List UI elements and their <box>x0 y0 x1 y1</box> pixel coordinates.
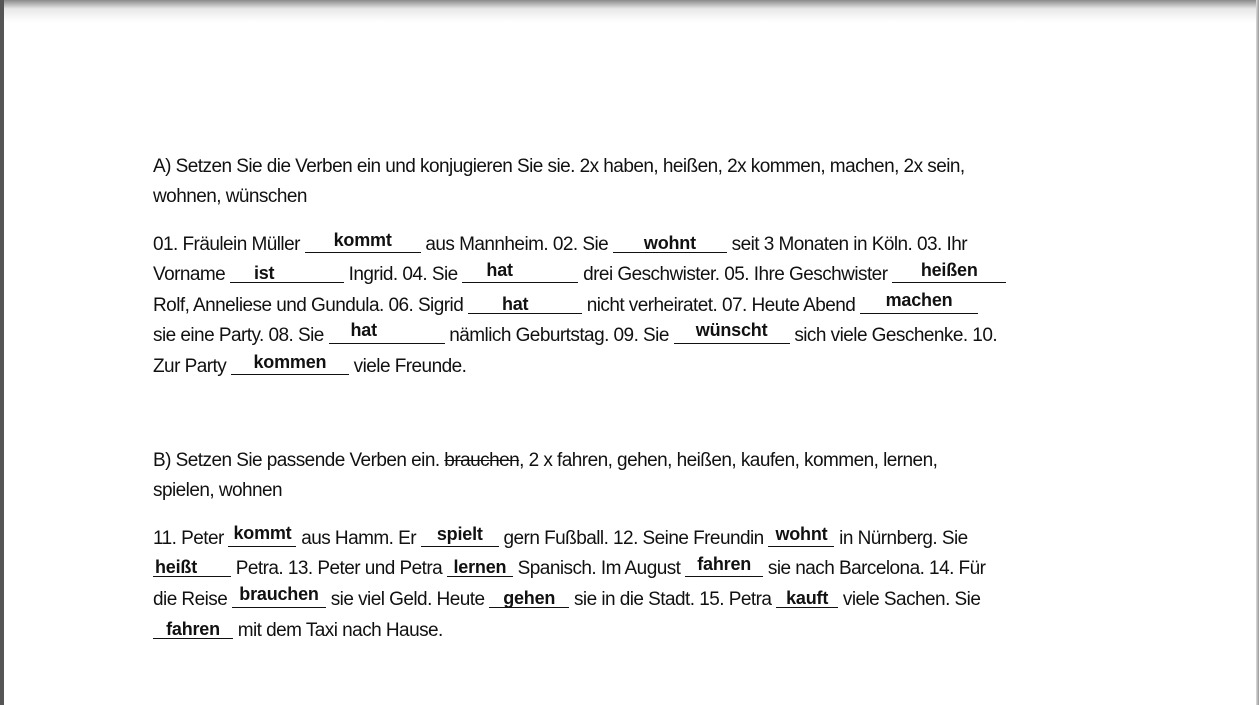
answer-text: spielt <box>436 524 483 544</box>
answer-text: fahren <box>166 619 220 639</box>
answer-blank[interactable] <box>892 260 1006 283</box>
answer-text: heißen <box>920 260 978 280</box>
answer-text: hat <box>486 260 513 280</box>
answer-blank[interactable] <box>447 557 513 577</box>
answer-text: ist <box>253 263 275 283</box>
exercise-line: Rolf, Anneliese und Gundula. 06. Sigrid hat nicht verheiratet. 07. Heute Abend machen <box>153 293 978 319</box>
answer-blank[interactable] <box>228 523 296 547</box>
answer-text: kommt <box>233 523 292 543</box>
answer-blank[interactable] <box>329 320 445 344</box>
window-left-edge <box>0 0 4 705</box>
answer-blank[interactable] <box>776 588 838 608</box>
answer-text: fahren <box>697 554 752 574</box>
section-b-instruction-cont: spielen, wohnen <box>153 480 283 501</box>
answer-text: hat <box>501 294 529 314</box>
struck-word: brauchen <box>444 450 520 471</box>
exercise-line: 01. Fräulein Müller kommt aus Mannheim. 02. Sie wohnt seit 3 Monaten in Köln. 03. Ihr <box>153 230 968 255</box>
answer-text: gehen <box>503 588 556 608</box>
answer-text: wohnt <box>775 524 828 544</box>
answer-text: kommt <box>333 230 392 250</box>
section-b-instruction: B) Setzen Sie passende Verben ein. brauchen, 2 x fahren, gehen, heißen, kaufen, kommen, lernen, <box>153 450 938 471</box>
answer-blank[interactable] <box>421 524 499 547</box>
exercise-line: die Reise brauchen sie viel Geld. Heute gehen sie in die Stadt. 15. Petra kauft viele Sachen. Sie <box>153 584 981 610</box>
section-a-instruction: A) Setzen Sie die Verben ein und konjugieren Sie sie. 2x haben, heißen, 2x kommen, machen, 2x sein, <box>153 156 965 177</box>
answer-blank[interactable] <box>768 524 834 547</box>
answer-blank[interactable] <box>232 584 326 608</box>
exercise-line: fahren mit dem Taxi nach Hause. <box>153 618 443 644</box>
exercise-line: sie eine Party. 08. Sie hat nämlich Geburtstag. 09. Sie wünscht sich viele Geschenke. 10. <box>153 320 998 346</box>
answer-text: heißt <box>155 557 197 577</box>
answer-text: kommen <box>253 352 327 372</box>
answer-text: brauchen <box>239 584 319 604</box>
answer-blank[interactable] <box>305 230 421 253</box>
exercise-line: Zur Party kommen viele Freunde. <box>153 352 467 377</box>
answer-text: lernen <box>453 557 507 577</box>
answer-text: wünscht <box>695 320 768 340</box>
answer-text: hat <box>350 320 377 340</box>
answer-blank[interactable] <box>468 294 582 314</box>
answer-blank[interactable] <box>230 263 344 283</box>
answer-blank[interactable] <box>860 290 978 314</box>
answer-blank[interactable] <box>674 320 790 344</box>
section-a-instruction-cont: wohnen, wünschen <box>153 186 307 207</box>
answer-blank[interactable] <box>231 352 349 375</box>
answer-text: wohnt <box>643 233 696 253</box>
window-top-shadow <box>0 0 1259 22</box>
exercise-line: 11. Peter kommt aus Hamm. Er spielt gern Fußball. 12. Seine Freundin wohnt in Nürnberg. Sie <box>153 523 968 549</box>
answer-blank[interactable] <box>153 619 233 639</box>
answer-blank[interactable] <box>462 260 578 283</box>
answer-blank[interactable] <box>489 588 569 608</box>
answer-blank[interactable] <box>613 233 727 253</box>
answer-blank[interactable] <box>685 554 763 577</box>
answer-blank[interactable] <box>153 557 231 577</box>
exercise-line: Vorname ist Ingrid. 04. Sie hat drei Geschwister. 05. Ihre Geschwister heißen <box>153 262 1006 288</box>
answer-text: kauft <box>786 588 829 608</box>
exercise-line: heißt Petra. 13. Peter und Petra lernen Spanisch. Im August fahren sie nach Barcelona. 14. Für <box>155 554 986 579</box>
answer-text: machen <box>885 290 953 310</box>
